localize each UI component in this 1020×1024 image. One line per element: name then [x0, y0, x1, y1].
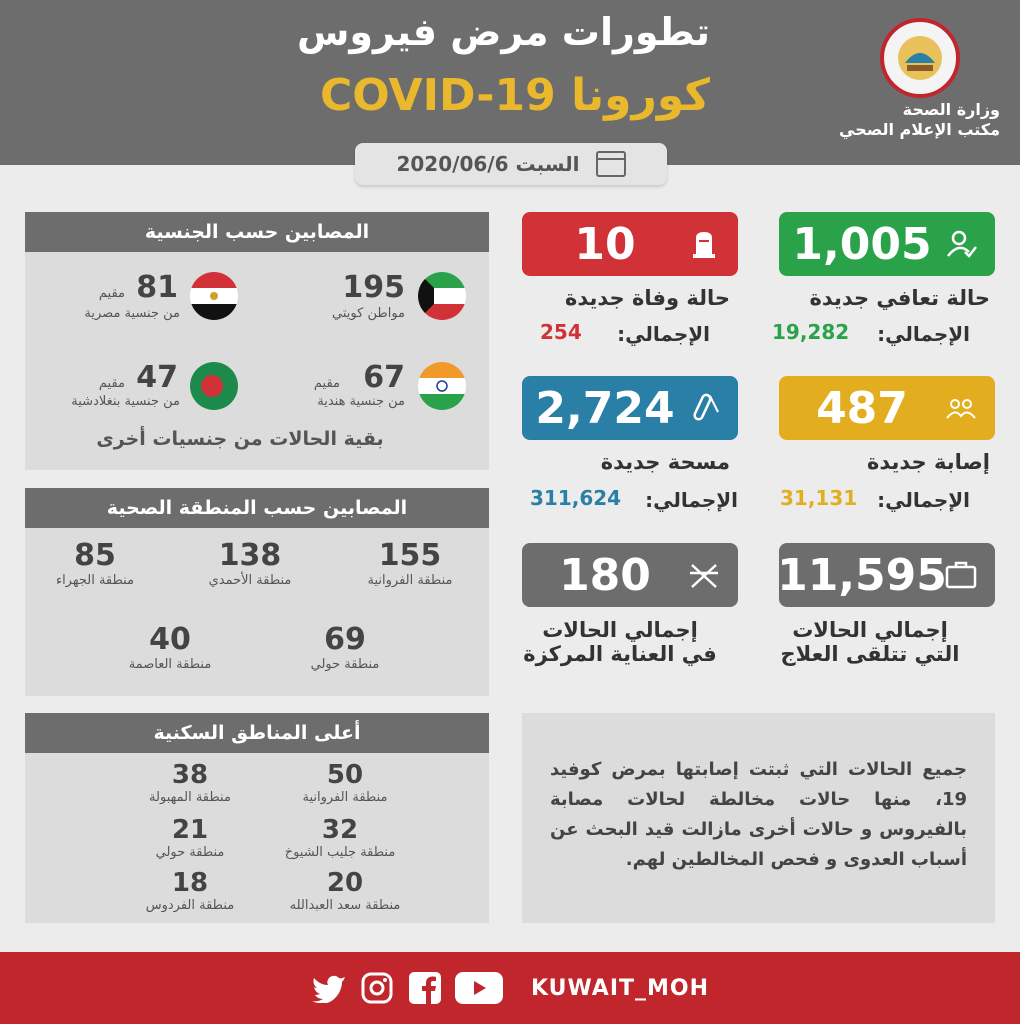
- footer: [0, 952, 1020, 1024]
- calendar-icon: [596, 151, 626, 177]
- infections-value: 487: [816, 382, 908, 434]
- kuwaiti-label: مواطن كويتي: [332, 306, 405, 321]
- swabs-card: [522, 376, 738, 440]
- region-item: [355, 538, 465, 588]
- nationality-title: المصابين حسب الجنسية: [25, 212, 489, 252]
- swabs-label: مسحة جديدة: [600, 450, 730, 474]
- region-count: 69: [324, 622, 366, 657]
- residential-item: [120, 868, 260, 913]
- residential-count: 18: [171, 868, 209, 898]
- ministry-name: [820, 100, 1000, 140]
- date-text: السبت 2020/06/6: [396, 152, 580, 176]
- egypt-flag-icon: [190, 272, 238, 320]
- region-count: 138: [218, 538, 282, 573]
- residential-title: أعلى المناطق السكنية: [25, 713, 489, 753]
- bangladeshi-count: 47: [136, 360, 178, 395]
- recovered-total-label: الإجمالي:: [877, 322, 970, 346]
- ministry-label: وزارة الصحة: [902, 100, 1000, 119]
- indian-count: 67: [363, 360, 405, 395]
- icu-value: 180: [559, 549, 651, 601]
- residential-item: [120, 815, 260, 860]
- hospital-bed-icon: [688, 559, 720, 591]
- infections-label: إصابة جديدة: [867, 450, 990, 474]
- other-nationalities-note: بقية الحالات من جنسيات أخرى: [96, 428, 384, 450]
- recovered-label: حالة تعافي جديدة: [809, 286, 990, 310]
- residential-label: منطقة الفردوس: [145, 898, 235, 913]
- icu-label: [510, 618, 730, 666]
- tombstone-icon: [688, 228, 720, 260]
- residential-item: [260, 868, 430, 913]
- office-label: مكتب الإعلام الصحي: [839, 120, 1000, 139]
- swabs-total-label: الإجمالي:: [645, 488, 738, 512]
- residential-label: منطقة الفروانية: [302, 790, 388, 805]
- regions-panel: [25, 488, 489, 696]
- region-label: منطقة الفروانية: [367, 573, 453, 588]
- india-flag-icon: [418, 362, 466, 410]
- residential-count: 20: [326, 868, 364, 898]
- treatment-label-line1: إجمالي الحالات: [792, 618, 948, 642]
- egyptian-label: من جنسية مصرية: [84, 306, 180, 321]
- icu-label-line1: إجمالي الحالات: [542, 618, 698, 642]
- residential-label: منطقة حولي: [155, 845, 225, 860]
- infections-total-label: الإجمالي:: [877, 488, 970, 512]
- recovered-card: [779, 212, 995, 276]
- medical-bag-icon: [945, 559, 977, 591]
- treatment-value: 11,595: [777, 549, 947, 601]
- treatment-label: [760, 618, 980, 666]
- deaths-card: [522, 212, 738, 276]
- instagram-icon[interactable]: [359, 970, 395, 1006]
- region-label: منطقة الأحمدي: [208, 573, 292, 588]
- bangladeshi-label: من جنسية بنغلادشية: [71, 394, 180, 409]
- region-count: 155: [378, 538, 442, 573]
- recovered-value: 1,005: [792, 218, 932, 270]
- swabs-total: 311,624: [530, 486, 622, 510]
- facebook-icon[interactable]: [407, 970, 443, 1006]
- subheadline: كورونا COVID-19: [320, 70, 710, 121]
- bangladesh-flag-icon: [190, 362, 238, 410]
- ministry-logo: [880, 18, 960, 98]
- region-item: [190, 538, 310, 588]
- residential-count: 32: [321, 815, 359, 845]
- social-handle[interactable]: KUWAIT_MOH: [530, 975, 710, 1001]
- twitter-icon[interactable]: [311, 970, 347, 1006]
- region-label: منطقة العاصمة: [128, 657, 212, 672]
- bangladeshi-prefix: مقيم: [98, 376, 125, 391]
- infections-card: [779, 376, 995, 440]
- youtube-icon[interactable]: [455, 970, 503, 1006]
- test-tube-icon: [688, 392, 720, 424]
- residential-count: 21: [171, 815, 209, 845]
- regions-title: المصابين حسب المنطقة الصحية: [25, 488, 489, 528]
- emblem-icon: [895, 33, 945, 83]
- region-item: [40, 538, 150, 588]
- kuwait-flag-icon: [418, 272, 466, 320]
- egyptian-prefix: مقيم: [98, 286, 125, 301]
- region-label: منطقة الجهراء: [55, 573, 135, 588]
- region-label: منطقة حولي: [310, 657, 380, 672]
- note-box: [522, 713, 995, 923]
- group-icon: [945, 392, 977, 424]
- note-text: جميع الحالات التي ثبتت إصابتها بمرض كوفيد 19، منها حالات مخالطة لحالات مصابة بالفيروس و حالات أخرى مازالت قيد البحث عن أسباب العدوى و فحص المخالطين لهم.: [550, 759, 967, 870]
- icu-card: [522, 543, 738, 607]
- region-count: 40: [149, 622, 191, 657]
- egyptian-count: 81: [136, 270, 178, 305]
- residential-label: منطقة سعد العبدالله: [289, 898, 401, 913]
- headline: تطورات مرض فيروس: [296, 10, 710, 54]
- date-pill: [355, 143, 667, 185]
- deaths-total-label: الإجمالي:: [617, 322, 710, 346]
- icu-label-line2: في العناية المركزة: [523, 642, 717, 666]
- deaths-total: 254: [540, 320, 582, 344]
- region-count: 85: [74, 538, 116, 573]
- deaths-label: حالة وفاة جديدة: [564, 286, 730, 310]
- residential-count: 50: [326, 760, 364, 790]
- residential-label: منطقة المهبولة: [149, 790, 231, 805]
- recovered-person-icon: [945, 228, 977, 260]
- residential-count: 38: [171, 760, 209, 790]
- swabs-value: 2,724: [535, 382, 675, 434]
- treatment-card: [779, 543, 995, 607]
- kuwaiti-count: 195: [342, 270, 405, 305]
- residential-item: [260, 815, 420, 860]
- residential-label: منطقة جليب الشيوخ: [284, 845, 396, 860]
- treatment-label-line2: التي تتلقى العلاج: [780, 642, 960, 666]
- infections-total: 31,131: [780, 486, 858, 510]
- deaths-value: 10: [574, 218, 636, 270]
- indian-label: من جنسية هندية: [317, 394, 405, 409]
- region-item: [290, 622, 400, 672]
- residential-item: [270, 760, 420, 805]
- indian-prefix: مقيم: [313, 376, 340, 391]
- recovered-total: 19,282: [772, 320, 850, 344]
- residential-item: [120, 760, 260, 805]
- region-item: [110, 622, 230, 672]
